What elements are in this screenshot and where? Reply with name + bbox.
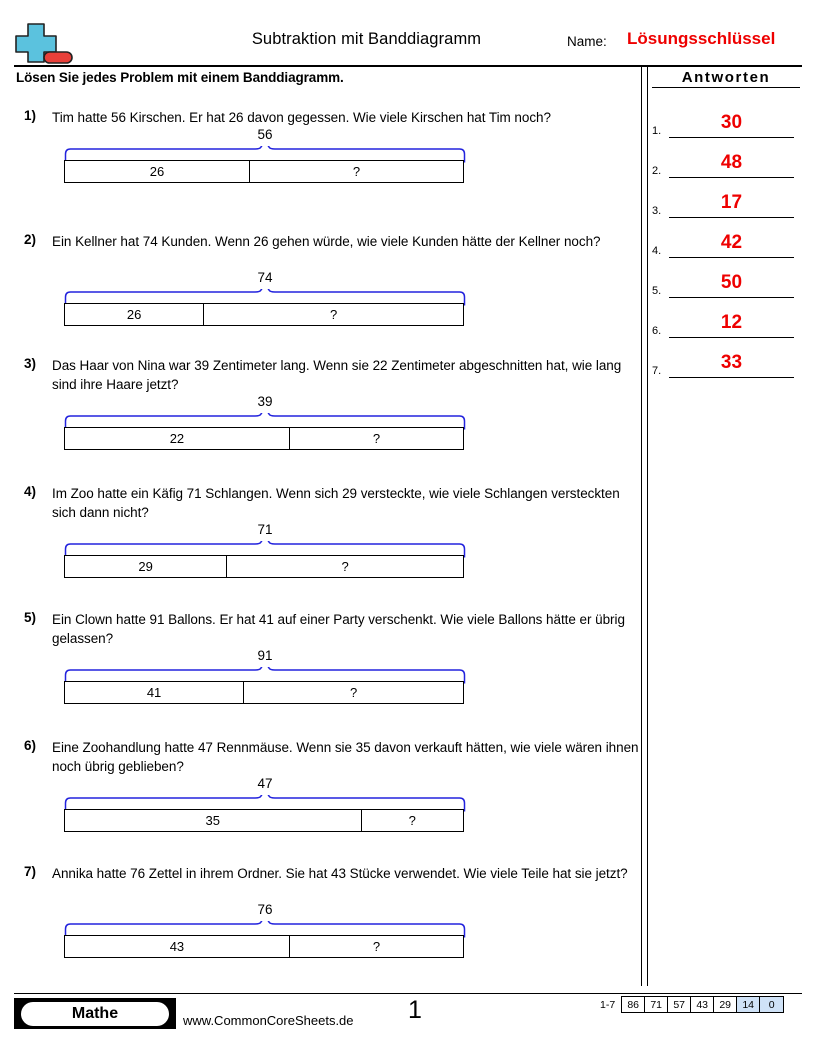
tape-part-unknown-value: ? — [372, 939, 381, 954]
tape-part-unknown[interactable] — [290, 428, 463, 449]
problem-number: 2) — [24, 232, 37, 247]
score-range-label: 1-7 — [600, 998, 616, 1011]
tape-part-known-value: 26 — [149, 164, 165, 179]
answer-index: 4. — [652, 245, 662, 257]
tape-part-unknown-value: ? — [408, 813, 416, 828]
score-cells — [621, 996, 784, 1013]
tape-total-label: 39 — [257, 394, 273, 409]
page-title: Subtraktion mit Banddiagramm — [251, 30, 482, 48]
answer-blank[interactable] — [669, 151, 794, 178]
footer-divider — [14, 993, 802, 994]
problem-text: Annika hatte 76 Zettel in ihrem Ordner. Sie hat 43 Stücke verwendet. Wie viele Teile hat sie jetzt? — [52, 866, 628, 881]
tape-bar — [64, 555, 464, 578]
answer-blank[interactable] — [669, 191, 794, 218]
problem-text: Im Zoo hatte ein Käfig 71 Schlangen. Wenn sich 29 versteckte, wie viele Schlangen versteckten sich dann nicht? — [52, 486, 620, 520]
answer-row — [652, 178, 800, 218]
problem-text: Ein Clown hatte 91 Ballons. Er hat 41 auf einer Party verschenkt. Wie viele Ballons hätte er übrig gelassen? — [52, 612, 625, 646]
tape-part-known-value: 43 — [169, 939, 185, 954]
answer-index: 1. — [652, 125, 662, 137]
answer-value: 30 — [720, 112, 743, 133]
score-cell: 86 — [622, 997, 645, 1012]
problem-number: 5) — [24, 610, 37, 625]
tape-part-known — [65, 810, 362, 831]
instruction-text: Lösen Sie jedes Problem mit einem Banddiagramm. — [16, 70, 344, 85]
score-cell: 71 — [645, 997, 668, 1012]
tape-part-unknown[interactable] — [290, 936, 463, 957]
problem-number: 4) — [24, 484, 37, 499]
score-cell: 0 — [760, 997, 783, 1012]
tape-bar — [64, 160, 464, 183]
tape-total-label: 74 — [257, 270, 273, 285]
tape-part-unknown[interactable] — [362, 810, 463, 831]
problem-number: 7) — [24, 864, 37, 879]
tape-bar — [64, 427, 464, 450]
tape-part-unknown-value: ? — [341, 559, 349, 574]
answer-blank[interactable] — [669, 111, 794, 138]
answers-divider — [641, 66, 648, 986]
tape-part-unknown[interactable] — [244, 682, 463, 703]
tape-part-unknown[interactable] — [204, 304, 463, 325]
problem-text: Tim hatte 56 Kirschen. Er hat 26 davon gegessen. Wie viele Kirschen hat Tim noch? — [52, 110, 551, 125]
page-number: 1 — [408, 996, 422, 1024]
answer-index: 6. — [652, 325, 662, 337]
answer-key-badge: Lösungsschlüssel — [627, 29, 776, 48]
tape-part-known-value: 29 — [138, 559, 153, 574]
tape-part-unknown-value: ? — [330, 307, 338, 322]
tape-part-known-value: 26 — [126, 307, 142, 322]
tape-bar — [64, 681, 464, 704]
problem-text: Ein Kellner hat 74 Kunden. Wenn 26 gehen würde, wie viele Kunden hätte der Kellner noch? — [52, 234, 601, 249]
tape-part-unknown-value: ? — [372, 431, 381, 446]
answer-value: 33 — [720, 352, 743, 373]
answer-value: 12 — [720, 312, 743, 333]
name-label: Name: — [567, 34, 607, 49]
answer-value: 48 — [720, 152, 743, 173]
answer-row — [652, 298, 800, 338]
tape-part-unknown-value: ? — [352, 164, 361, 179]
answer-blank[interactable] — [669, 271, 794, 298]
tape-part-known-value: 41 — [146, 685, 162, 700]
tape-part-known — [65, 161, 250, 182]
tape-part-known — [65, 936, 290, 957]
answer-row — [652, 98, 800, 138]
tape-part-known — [65, 428, 290, 449]
problem-number: 1) — [24, 108, 37, 123]
answer-row — [652, 138, 800, 178]
answer-index: 7. — [652, 365, 662, 377]
subject-badge — [14, 998, 176, 1029]
tape-part-unknown-value: ? — [349, 685, 358, 700]
tape-part-known — [65, 682, 244, 703]
tape-bar — [64, 303, 464, 326]
tape-part-known-value: 35 — [205, 813, 220, 828]
tape-part-known — [65, 304, 204, 325]
answer-index: 5. — [652, 285, 662, 297]
answer-row — [652, 258, 800, 298]
problem-text: Eine Zoohandlung hatte 47 Rennmäuse. Wenn sie 35 davon verkauft hätten, wie viele wären ihnen noch übrig geblieben? — [52, 740, 639, 774]
tape-bar — [64, 809, 464, 832]
page-header — [14, 22, 802, 66]
problem-number: 6) — [24, 738, 37, 753]
answer-index: 2. — [652, 165, 662, 177]
subject-badge-label: Mathe — [21, 1002, 169, 1026]
score-cell: 29 — [714, 997, 737, 1012]
answer-row — [652, 218, 800, 258]
tape-total-label: 76 — [257, 902, 273, 917]
tape-total-label: 47 — [257, 776, 273, 791]
tape-part-unknown[interactable] — [250, 161, 463, 182]
tape-bar — [64, 935, 464, 958]
answer-row — [652, 338, 800, 378]
answer-blank[interactable] — [669, 351, 794, 378]
tape-total-label: 71 — [257, 522, 273, 537]
answer-value: 50 — [720, 272, 743, 293]
answer-blank[interactable] — [669, 231, 794, 258]
score-cell: 43 — [691, 997, 714, 1012]
answer-value: 42 — [720, 232, 743, 253]
tape-total-label: 56 — [257, 127, 273, 142]
problem-text: Das Haar von Nina war 39 Zentimeter lang. Wenn sie 22 Zentimeter abgeschnitten hat, wie lang sind ihre Haare jetzt? — [52, 358, 622, 392]
answer-blank[interactable] — [669, 311, 794, 338]
answer-index: 3. — [652, 205, 662, 217]
site-url: www.CommonCoreSheets.de — [183, 1013, 354, 1028]
answers-panel — [652, 66, 802, 426]
answer-value: 17 — [720, 192, 743, 213]
score-cell: 14 — [737, 997, 760, 1012]
tape-part-known-value: 22 — [169, 431, 185, 446]
plus-minus-logo-icon — [14, 22, 76, 66]
tape-part-known — [65, 556, 227, 577]
answers-title: Antworten — [652, 69, 800, 88]
score-strip — [600, 996, 784, 1013]
tape-total-label: 91 — [257, 648, 273, 663]
score-cell: 57 — [668, 997, 691, 1012]
problem-number: 3) — [24, 356, 37, 371]
tape-part-unknown[interactable] — [227, 556, 463, 577]
